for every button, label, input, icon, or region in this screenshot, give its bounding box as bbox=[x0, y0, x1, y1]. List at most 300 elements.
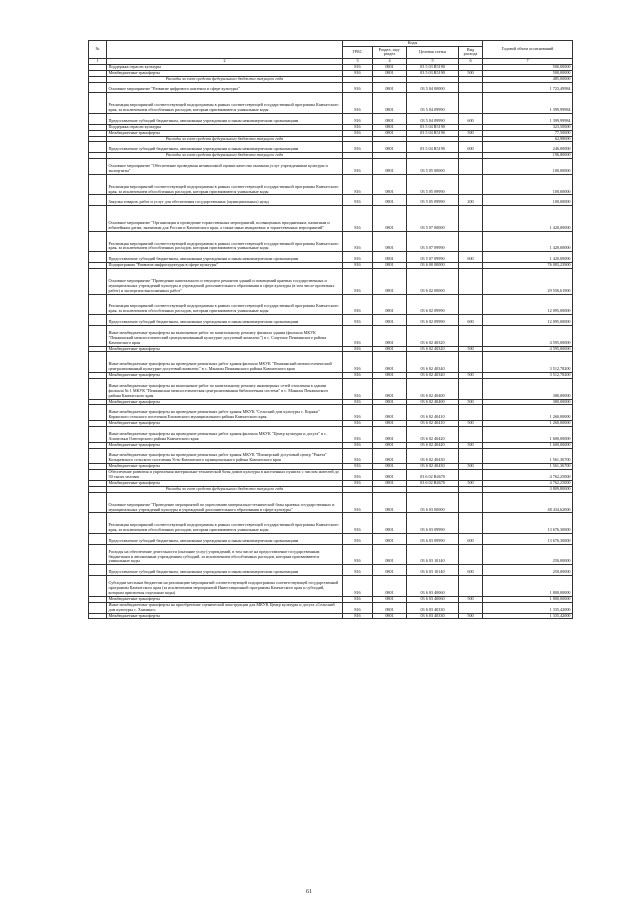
cell-num bbox=[89, 269, 107, 295]
cell-sum: 4 762,25000 bbox=[483, 470, 573, 481]
cell-grbs: 816 bbox=[343, 294, 373, 315]
cell-cst: 03 5 04 R5190 bbox=[407, 142, 459, 153]
cell-name: Основное мероприятие "Проведение капитального и текущего ремонтов зданий и помещений краевых государственных и муниципальных учреждений культуры и учреждений дополнительного образования в сфере культуры (в том числе проектных работ) и экспертиза выполненных работ" bbox=[107, 269, 343, 295]
cell-sum: 1 260,00000 bbox=[483, 421, 573, 427]
cell-sum: 4 762,25000 bbox=[483, 481, 573, 487]
table-row bbox=[89, 352, 573, 373]
cell-cst: 03 5 07 09990 bbox=[407, 252, 459, 263]
cell-vr: 600 bbox=[459, 113, 483, 124]
table-row bbox=[89, 195, 573, 206]
cell-razdel: 0801 bbox=[373, 373, 407, 379]
cell-razdel: 0801 bbox=[373, 113, 407, 124]
cell-vr bbox=[459, 174, 483, 195]
header-codes: Коды bbox=[343, 41, 483, 47]
cell-cst: 03 6 03 09990 bbox=[407, 513, 459, 534]
cell-num bbox=[89, 113, 107, 124]
cell-name: Межбюджетные трансферты bbox=[107, 596, 343, 602]
cell-grbs: 816 bbox=[343, 352, 373, 373]
cell-name: Предоставление субсидий бюджетным, автономным учреждениям и иным некоммерческим организациям bbox=[107, 534, 343, 545]
cell-grbs: 816 bbox=[343, 442, 373, 448]
cell-vr bbox=[459, 544, 483, 565]
cell-num bbox=[89, 534, 107, 545]
header-num: № bbox=[89, 41, 107, 59]
table-row bbox=[89, 613, 573, 619]
table-row bbox=[89, 534, 573, 545]
cell-name: Межбюджетные трансферты bbox=[107, 613, 343, 619]
table-row bbox=[89, 269, 573, 295]
cell-cst: 03 5 04 09990 bbox=[407, 93, 459, 114]
cell-num bbox=[89, 315, 107, 326]
cell-grbs: 816 bbox=[343, 565, 373, 576]
cell-cst: 03 6 02 40320 bbox=[407, 346, 459, 352]
cell-cst: 03 6 02 40430 bbox=[407, 448, 459, 464]
cell-razdel: 0801 bbox=[373, 613, 407, 619]
cell-vr bbox=[459, 427, 483, 443]
table-row bbox=[89, 405, 573, 421]
table-row bbox=[89, 427, 573, 443]
cell-razdel: 0801 bbox=[373, 421, 407, 427]
table-row bbox=[89, 294, 573, 315]
cell-cst: 03 6 02 40400 bbox=[407, 378, 459, 399]
cell-grbs: 816 bbox=[343, 596, 373, 602]
cell-vr bbox=[459, 159, 483, 175]
cell-sum: 500,00000 bbox=[483, 64, 573, 70]
cell-sum: 380,00000 bbox=[483, 378, 573, 399]
cell-name: Реализация мероприятий соответствующей подпрограммы в рамках соответствующей государственной программы Камчатского края, за исключением обособленных расходов, которым присваиваются уникальные коды bbox=[107, 231, 343, 252]
cell-razdel: 0801 bbox=[373, 481, 407, 487]
cell-sum: 3 809,80000 bbox=[483, 486, 573, 492]
cell-sum: 3 512,78200 bbox=[483, 352, 573, 373]
cell-cst: 03 6 02 40410 bbox=[407, 421, 459, 427]
cell-num bbox=[89, 513, 107, 534]
col-number: 4 bbox=[373, 58, 407, 64]
cell-razdel: 0801 bbox=[373, 315, 407, 326]
col-number: 5 bbox=[407, 58, 459, 64]
cell-vr: 600 bbox=[459, 315, 483, 326]
cell-name: Иные межбюджетные трансферты на выполнение работ по капитальному ремонту филиала здания (филиала МКУК "Пенжинский межпоселенческий централизованный культурно-досуговый комплекс") в с. Слаутное Пенжинского района Камчатского края bbox=[107, 325, 343, 346]
cell-sum: 250,00000 bbox=[483, 565, 573, 576]
cell-sum: 485,00000 bbox=[483, 76, 573, 82]
cell-grbs: 816 bbox=[343, 544, 373, 565]
cell-razdel: 0801 bbox=[373, 442, 407, 448]
col-number: 2 bbox=[107, 58, 343, 64]
cell-sum: 1 800,00000 bbox=[483, 596, 573, 602]
cell-razdel: 0801 bbox=[373, 142, 407, 153]
cell-sum: 1 800,00000 bbox=[483, 576, 573, 597]
cell-cst: 03 5 04 R5190 bbox=[407, 124, 459, 130]
header-vr: Вид расхода bbox=[459, 46, 483, 58]
cell-vr: 500 bbox=[459, 481, 483, 487]
cell-grbs: 816 bbox=[343, 231, 373, 252]
table-body bbox=[89, 64, 573, 619]
table-row bbox=[89, 492, 573, 513]
cell-sum: 12 095,00000 bbox=[483, 315, 573, 326]
cell-vr bbox=[459, 231, 483, 252]
cell-grbs: 816 bbox=[343, 113, 373, 124]
page-number: 61 bbox=[306, 889, 312, 895]
cell-cst: 03 6 02 09990 bbox=[407, 294, 459, 315]
cell-sum: 1 420,00000 bbox=[483, 231, 573, 252]
cell-sum: 76 083,23900 bbox=[483, 263, 573, 269]
cell-grbs: 816 bbox=[343, 378, 373, 399]
table-row bbox=[89, 470, 573, 481]
table-row bbox=[89, 576, 573, 597]
cell-name: Основное мероприятие "Организация и проведение торжественных мероприятий, посвященных праздничным, памятным и юбилейным датам, значимым для России и Камчатского края, а также иных имиджевых и торжественных мероприятий" bbox=[107, 206, 343, 232]
cell-grbs: 816 bbox=[343, 325, 373, 346]
cell-cst: 03 6 03 09990 bbox=[407, 534, 459, 545]
cell-vr: 500 bbox=[459, 399, 483, 405]
cell-num bbox=[89, 470, 107, 481]
cell-sum: 1 420,00000 bbox=[483, 206, 573, 232]
cell-cst: 03 6 02 40340 bbox=[407, 352, 459, 373]
cell-cst: 03 5 07 00000 bbox=[407, 206, 459, 232]
cell-num bbox=[89, 448, 107, 464]
cell-vr: 500 bbox=[459, 421, 483, 427]
cell-num bbox=[89, 492, 107, 513]
cell-cst: 03 6 00 00000 bbox=[407, 263, 459, 269]
header-amount: Годовой объем ассигнований bbox=[483, 41, 573, 59]
table-row bbox=[89, 174, 573, 195]
cell-grbs: 816 bbox=[343, 470, 373, 481]
cell-num bbox=[89, 142, 107, 153]
cell-grbs: 816 bbox=[343, 93, 373, 114]
cell-name: Обеспечение развития и укрепления материально-технической базы домов культуры в населенных пунктах с числом жителей до 50 тысяч человек bbox=[107, 470, 343, 481]
col-number: 3 bbox=[343, 58, 373, 64]
cell-sum: 62,98000 bbox=[483, 136, 573, 142]
cell-cst: 03 5 05 09990 bbox=[407, 174, 459, 195]
cell-vr bbox=[459, 82, 483, 93]
cell-num bbox=[89, 294, 107, 315]
cell-razdel: 0801 bbox=[373, 565, 407, 576]
cell-razdel: 0801 bbox=[373, 602, 407, 613]
cell-cst: 03 6 03 10140 bbox=[407, 565, 459, 576]
table-row bbox=[89, 565, 573, 576]
cell-sum: 1 600,00000 bbox=[483, 442, 573, 448]
cell-name: Реализация мероприятий соответствующей подпрограммы в рамках соответствующей государственной программы Камчатского края, за исключением обособленных расходов, которым присваиваются уникальные коды bbox=[107, 93, 343, 114]
cell-name: Реализация мероприятий соответствующей подпрограммы в рамках соответствующей государственной программы Камчатского края, за исключением обособленных расходов, которым присваиваются уникальные коды bbox=[107, 513, 343, 534]
cell-sum: 1 335,42000 bbox=[483, 602, 573, 613]
cell-cst: 03 6 03 40330 bbox=[407, 602, 459, 613]
cell-sum: 1 561,36700 bbox=[483, 464, 573, 470]
cell-num bbox=[89, 352, 107, 373]
cell-cst: 03 6 02 40340 bbox=[407, 373, 459, 379]
cell-sum: 3 512,78200 bbox=[483, 373, 573, 379]
cell-name: Межбюджетные трансферты bbox=[107, 442, 343, 448]
cell-grbs: 816 bbox=[343, 195, 373, 206]
cell-cst: 03 6 02 40320 bbox=[407, 325, 459, 346]
cell-num bbox=[89, 378, 107, 399]
cell-grbs: 816 bbox=[343, 399, 373, 405]
table-row bbox=[89, 206, 573, 232]
cell-grbs: 816 bbox=[343, 252, 373, 263]
cell-sum: 4 595,00000 bbox=[483, 346, 573, 352]
cell-vr: 600 bbox=[459, 252, 483, 263]
cell-razdel: 0801 bbox=[373, 174, 407, 195]
cell-vr: 500 bbox=[459, 442, 483, 448]
cell-razdel: 0801 bbox=[373, 195, 407, 206]
cell-razdel: 0801 bbox=[373, 206, 407, 232]
cell-grbs: 816 bbox=[343, 405, 373, 421]
cell-grbs: 816 bbox=[343, 315, 373, 326]
cell-name: Межбюджетные трансферты bbox=[107, 481, 343, 487]
cell-razdel: 0801 bbox=[373, 64, 407, 70]
cell-sum: 250,00000 bbox=[483, 544, 573, 565]
cell-vr bbox=[459, 325, 483, 346]
cell-cst: 03 6 02 40430 bbox=[407, 464, 459, 470]
cell-cst: 03 5 07 09990 bbox=[407, 231, 459, 252]
cell-cst: 03 6 02 40420 bbox=[407, 427, 459, 443]
cell-cst: 03 6 03 40060 bbox=[407, 576, 459, 597]
header-cst: Целевая статья bbox=[407, 46, 459, 58]
cell-sum: 13 676,30000 bbox=[483, 534, 573, 545]
col-number: 1 bbox=[89, 58, 107, 64]
cell-vr bbox=[459, 448, 483, 464]
cell-grbs: 816 bbox=[343, 513, 373, 534]
cell-cst: 03 6 03 00000 bbox=[407, 492, 459, 513]
cell-cst: 03 6 03 40330 bbox=[407, 613, 459, 619]
table-row bbox=[89, 113, 573, 124]
cell-name: Основное мероприятие "Проведение мероприятий по укреплению материально-технической базы краевых государственных и муниципальных учреждений культуры и учреждений дополнительного образования в сфере культуры" bbox=[107, 492, 343, 513]
cell-cst: 03 6 02 09990 bbox=[407, 315, 459, 326]
table-row bbox=[89, 513, 573, 534]
cell-grbs: 816 bbox=[343, 421, 373, 427]
header-name bbox=[107, 41, 343, 59]
cell-cst: 03 5 04 R5190 bbox=[407, 130, 459, 136]
cell-cst: 03 6 02 40400 bbox=[407, 399, 459, 405]
cell-name: Расходы за счет средств федерального бюджета текущего года bbox=[107, 136, 343, 142]
cell-name: Межбюджетные трансферты bbox=[107, 373, 343, 379]
cell-razdel: 0801 bbox=[373, 470, 407, 481]
cell-razdel: 0801 bbox=[373, 130, 407, 136]
cell-grbs: 816 bbox=[343, 602, 373, 613]
cell-num bbox=[89, 427, 107, 443]
cell-razdel: 0801 bbox=[373, 352, 407, 373]
cell-vr bbox=[459, 405, 483, 421]
cell-sum: 196,80000 bbox=[483, 153, 573, 159]
cell-name: Расходы за счет средств федерального бюджета текущего года bbox=[107, 486, 343, 492]
cell-num bbox=[89, 325, 107, 346]
table-row bbox=[89, 315, 573, 326]
cell-razdel: 0801 bbox=[373, 448, 407, 464]
cell-cst: 03 5 05 00000 bbox=[407, 159, 459, 175]
cell-sum: 323,50000 bbox=[483, 124, 573, 130]
col-number: 7 bbox=[483, 58, 573, 64]
cell-sum: 1 420,00000 bbox=[483, 252, 573, 263]
cell-num bbox=[89, 602, 107, 613]
cell-grbs: 816 bbox=[343, 174, 373, 195]
cell-num bbox=[89, 93, 107, 114]
cell-vr: 600 bbox=[459, 565, 483, 576]
cell-vr bbox=[459, 206, 483, 232]
cell-vr bbox=[459, 576, 483, 597]
cell-name: Расходы на обеспечение деятельности (оказание услуг) учреждений, в том числе на предоставление государственным бюджетным и автономным учреждениям субсидий, за исключением обособленных расходов, которым присваиваются уникальные коды bbox=[107, 544, 343, 565]
cell-razdel: 0801 bbox=[373, 544, 407, 565]
cell-name: Предоставление субсидий бюджетным, автономным учреждениям и иным некоммерческим организациям bbox=[107, 315, 343, 326]
cell-grbs: 816 bbox=[343, 142, 373, 153]
cell-vr: 500 bbox=[459, 613, 483, 619]
cell-cst: 03 6 02 00000 bbox=[407, 269, 459, 295]
cell-grbs: 816 bbox=[343, 613, 373, 619]
cell-sum: 1 335,42000 bbox=[483, 613, 573, 619]
cell-cst: 03 5 05 09990 bbox=[407, 195, 459, 206]
cell-sum: 500,00000 bbox=[483, 70, 573, 76]
cell-name: Расходы за счет средств федерального бюджета текущего года bbox=[107, 76, 343, 82]
cell-cst: 03 6 03 40060 bbox=[407, 596, 459, 602]
cell-vr: 500 bbox=[459, 346, 483, 352]
cell-razdel: 0801 bbox=[373, 596, 407, 602]
cell-num bbox=[89, 82, 107, 93]
col-number: 6 bbox=[459, 58, 483, 64]
cell-vr: 500 bbox=[459, 130, 483, 136]
cell-razdel: 0801 bbox=[373, 576, 407, 597]
cell-grbs: 816 bbox=[343, 159, 373, 175]
cell-vr bbox=[459, 513, 483, 534]
table-row bbox=[89, 231, 573, 252]
cell-num bbox=[89, 565, 107, 576]
cell-razdel: 0801 bbox=[373, 231, 407, 252]
cell-name: Поддержка отрасли культуры bbox=[107, 64, 343, 70]
cell-vr: 600 bbox=[459, 142, 483, 153]
cell-sum: 1 723,49984 bbox=[483, 82, 573, 93]
cell-grbs: 816 bbox=[343, 124, 373, 130]
cell-name: Иные межбюджетные трансферты на выполнение работ по капитальному ремонту инженерных сетей отопления в здании филиала № 1 МКУК "Пенжинская межпоселенческая централизованная библиотечная система" в с. Манилы Пенжинского района Камчатского края bbox=[107, 378, 343, 399]
cell-name: Реализация мероприятий соответствующей подпрограммы в рамках соответствующей государственной программы Камчатского края, за исключением обособленных расходов, которым присваиваются уникальные коды bbox=[107, 174, 343, 195]
cell-vr: 600 bbox=[459, 534, 483, 545]
cell-razdel: 0801 bbox=[373, 534, 407, 545]
cell-name: Расходы за счет средств федерального бюджета текущего года bbox=[107, 153, 343, 159]
table-row bbox=[89, 602, 573, 613]
cell-name: Предоставление субсидий бюджетным, автономным учреждениям и иным некоммерческим организациям bbox=[107, 565, 343, 576]
table-row bbox=[89, 448, 573, 464]
cell-name: Межбюджетные трансферты bbox=[107, 346, 343, 352]
cell-cst: 03 5 04 00000 bbox=[407, 82, 459, 93]
cell-name: Межбюджетные трансферты bbox=[107, 130, 343, 136]
cell-grbs: 816 bbox=[343, 346, 373, 352]
cell-sum: 13 676,30000 bbox=[483, 513, 573, 534]
header-grbs: ГРБС bbox=[343, 46, 373, 58]
cell-razdel: 0801 bbox=[373, 159, 407, 175]
cell-name: Подпрограмма "Развитие инфраструктуры в сфере культуры" bbox=[107, 263, 343, 269]
cell-cst: 03 6 02 40420 bbox=[407, 442, 459, 448]
cell-name: Предоставление субсидий бюджетным, автономным учреждениям и иным некоммерческим организациям bbox=[107, 252, 343, 263]
cell-razdel: 0801 bbox=[373, 82, 407, 93]
cell-grbs: 816 bbox=[343, 448, 373, 464]
cell-vr: 500 bbox=[459, 373, 483, 379]
cell-razdel: 0801 bbox=[373, 405, 407, 421]
cell-sum: 380,00000 bbox=[483, 399, 573, 405]
cell-grbs: 816 bbox=[343, 206, 373, 232]
cell-razdel: 0801 bbox=[373, 252, 407, 263]
cell-num bbox=[89, 405, 107, 421]
cell-razdel: 0801 bbox=[373, 124, 407, 130]
cell-vr bbox=[459, 492, 483, 513]
cell-grbs: 816 bbox=[343, 263, 373, 269]
cell-grbs: 816 bbox=[343, 534, 373, 545]
cell-sum: 29 556,61900 bbox=[483, 269, 573, 295]
cell-razdel: 0801 bbox=[373, 464, 407, 470]
cell-num bbox=[89, 252, 107, 263]
cell-razdel: 0801 bbox=[373, 346, 407, 352]
cell-cst: 03 6 02 R4670 bbox=[407, 481, 459, 487]
cell-vr: 500 bbox=[459, 596, 483, 602]
table-row bbox=[89, 142, 573, 153]
cell-sum: 100,00000 bbox=[483, 174, 573, 195]
cell-name: Межбюджетные трансферты bbox=[107, 70, 343, 76]
cell-name: Поддержка отрасли культуры bbox=[107, 124, 343, 130]
cell-cst: 03 5 04 09990 bbox=[407, 113, 459, 124]
cell-grbs: 816 bbox=[343, 576, 373, 597]
cell-grbs: 816 bbox=[343, 492, 373, 513]
cell-num bbox=[89, 231, 107, 252]
cell-cst: 03 5 03 R5190 bbox=[407, 70, 459, 76]
cell-vr bbox=[459, 602, 483, 613]
cell-name: Предоставление субсидий бюджетным, автономным учреждениям и иным некоммерческим организациям bbox=[107, 113, 343, 124]
cell-vr bbox=[459, 470, 483, 481]
cell-razdel: 0801 bbox=[373, 269, 407, 295]
cell-num bbox=[89, 206, 107, 232]
cell-num bbox=[89, 159, 107, 175]
cell-name: Субсидии местным бюджетам на реализацию мероприятий соответствующей подпрограммы соответствующей государственной программы Камчатского края (за исключением мероприятий Инвестиционной программы Камчатского края и субсидий, которым присвоены отдельные коды) bbox=[107, 576, 343, 597]
cell-name: Межбюджетные трансферты bbox=[107, 464, 343, 470]
cell-vr bbox=[459, 294, 483, 315]
cell-cst: 03 6 03 10140 bbox=[407, 544, 459, 565]
cell-sum: 1 600,00000 bbox=[483, 427, 573, 443]
cell-vr: 500 bbox=[459, 464, 483, 470]
cell-num bbox=[89, 613, 107, 619]
cell-vr: 500 bbox=[459, 70, 483, 76]
cell-cst: 03 6 02 R4670 bbox=[407, 470, 459, 481]
cell-name: Закупка товаров, работ и услуг для обеспечения государственных (муниципальных) нужд bbox=[107, 195, 343, 206]
cell-sum: 246,00000 bbox=[483, 142, 573, 153]
cell-name: Иные межбюджетные трансферты на проведение ремонтных работ здания филиала МКУК "Пенжинский межпоселенческий централизованный культурно-досуговый комплекс" в с. Манилы Пенжинского района Камчатского края bbox=[107, 352, 343, 373]
cell-razdel: 0801 bbox=[373, 378, 407, 399]
table-row bbox=[89, 82, 573, 93]
cell-name: Иные межбюджетные трансферты на проведение ремонтных работ здания филиала МКУК "Центр культуры и досуга" в с. Апапельки Олюторского района Камчатского края bbox=[107, 427, 343, 443]
cell-grbs: 816 bbox=[343, 70, 373, 76]
cell-name: Иные межбюджетные трансферты на проведение ремонтных работ здания МКУК "Пионерский досуговый центр "Ракета" Козыревского сельского поселения Усть-Камчатского муниципального района Камчатского края bbox=[107, 448, 343, 464]
cell-cst: 03 6 02 40410 bbox=[407, 405, 459, 421]
cell-sum: 1 561,36700 bbox=[483, 448, 573, 464]
cell-vr bbox=[459, 93, 483, 114]
cell-grbs: 816 bbox=[343, 464, 373, 470]
cell-vr bbox=[459, 352, 483, 373]
cell-razdel: 0801 bbox=[373, 427, 407, 443]
cell-sum: 100,00000 bbox=[483, 195, 573, 206]
cell-grbs: 816 bbox=[343, 130, 373, 136]
cell-name: Предоставление субсидий бюджетным, автономным учреждениям и иным некоммерческим организациям bbox=[107, 142, 343, 153]
table-row bbox=[89, 378, 573, 399]
cell-num bbox=[89, 576, 107, 597]
cell-razdel: 0801 bbox=[373, 93, 407, 114]
cell-num bbox=[89, 174, 107, 195]
cell-sum: 4 595,00000 bbox=[483, 325, 573, 346]
cell-vr bbox=[459, 378, 483, 399]
header-razdel: Раздел, под-раздел bbox=[373, 46, 407, 58]
cell-sum: 1 260,00000 bbox=[483, 405, 573, 421]
cell-sum: 48 434,62000 bbox=[483, 492, 573, 513]
cell-sum: 77,50000 bbox=[483, 130, 573, 136]
budget-table bbox=[88, 40, 573, 619]
cell-grbs: 816 bbox=[343, 373, 373, 379]
table-row bbox=[89, 93, 573, 114]
cell-grbs: 816 bbox=[343, 481, 373, 487]
cell-name: Реализация мероприятий соответствующей подпрограммы в рамках соответствующей государственной программы Камчатского края, за исключением обособленных расходов, которым присваиваются уникальные коды bbox=[107, 294, 343, 315]
cell-cst: 03 5 03 R5190 bbox=[407, 64, 459, 70]
cell-name: Иные межбюджетные трансферты на приобретение сценической конструкции для МКУК Центр культуры и досуга «Сельский дом культуры с. Хаилино» bbox=[107, 602, 343, 613]
cell-grbs: 816 bbox=[343, 427, 373, 443]
cell-vr bbox=[459, 269, 483, 295]
cell-name: Основное мероприятие "Обеспечение проведения независимой оценки качества оказания услуг учреждениями культуры и экспертизы" bbox=[107, 159, 343, 175]
